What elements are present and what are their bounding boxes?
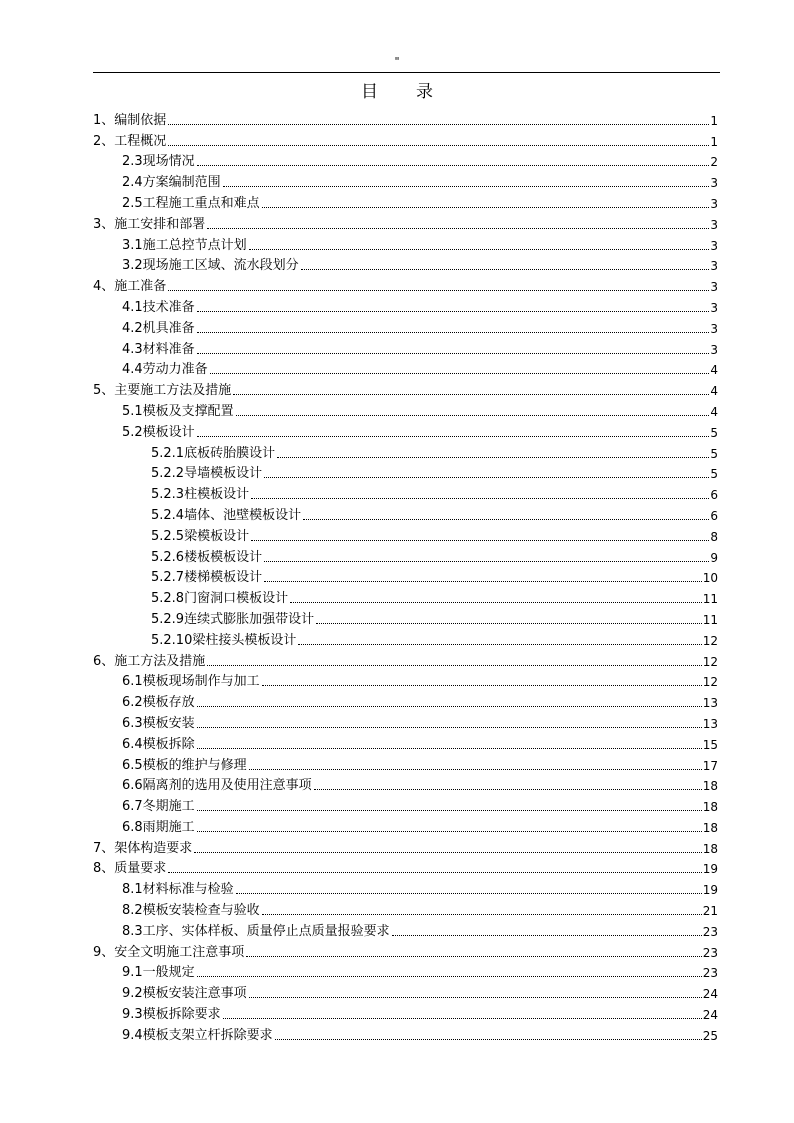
toc-entry[interactable] [93,919,718,940]
toc-entry[interactable] [93,774,718,795]
toc-entry-page-number: 24 [702,987,718,1002]
toc-entry-title: 6.3模板安装 [122,715,195,731]
toc-entry-title: 4.4劳动力准备 [122,362,208,378]
toc-entry-title: 4、施工准备 [93,279,167,295]
toc-entry[interactable] [93,607,718,628]
toc-entry-title: 5、主要施工方法及措施 [93,383,232,399]
toc-entry[interactable] [93,732,718,753]
toc-entry-page-number: 23 [702,966,718,981]
toc-entry-page-number: 6 [710,488,718,503]
toc-leader-dots [197,810,702,811]
toc-entry[interactable] [93,566,718,587]
toc-entry[interactable] [93,524,718,545]
toc-entry-title: 9.2模板安装注意事项 [122,986,247,1002]
toc-entry-page-number: 9 [710,550,718,565]
toc-entry[interactable] [93,150,718,171]
toc-entry-title: 5.2模板设计 [122,424,195,440]
toc-leader-dots [249,249,710,250]
toc-entry-page-number: 19 [702,883,718,898]
toc-entry-title: 2.3现场情况 [122,154,195,170]
header-rule [93,72,720,73]
toc-entry-title: 6.5模板的维护与修理 [122,757,247,773]
toc-entry[interactable] [93,191,718,212]
toc-entry-title: 3、施工安排和部署 [93,216,206,232]
toc-entry-title: 6.2模板存放 [122,695,195,711]
toc-entry[interactable] [93,316,718,337]
toc-entry[interactable] [93,170,718,191]
toc-leader-dots [262,207,710,208]
toc-entry-page-number: 13 [702,716,718,731]
toc-leader-dots [194,852,701,853]
toc-entry[interactable] [93,441,718,462]
toc-entry[interactable] [93,1023,718,1044]
toc-leader-dots [301,269,710,270]
toc-entry-title: 5.2.3柱模板设计 [151,487,250,503]
toc-entry-page-number: 4 [710,384,718,399]
toc-entry-page-number: 3 [710,321,718,336]
toc-entry-title: 9.3模板拆除要求 [122,1007,221,1023]
toc-leader-dots [197,748,702,749]
toc-entry-title: 5.2.6楼板模板设计 [151,549,263,565]
table-of-contents [93,108,718,1044]
toc-entry-page-number: 4 [710,363,718,378]
toc-entry-title: 9.4模板支架立杆拆除要求 [122,1027,273,1043]
toc-entry-title: 3.2现场施工区域、流水段划分 [122,258,299,274]
toc-entry-title: 6.1模板现场制作与加工 [122,674,260,690]
toc-entry-page-number: 4 [710,404,718,419]
toc-entry[interactable] [93,1002,718,1023]
toc-leader-dots [246,956,701,957]
toc-entry-title: 3.1施工总控节点计划 [122,237,247,253]
toc-entry-title: 8.1材料标准与检验 [122,882,234,898]
toc-entry-page-number: 5 [710,446,718,461]
toc-entry-title: 4.1技术准备 [122,299,195,315]
toc-entry[interactable] [93,586,718,607]
toc-leader-dots [223,186,710,187]
toc-leader-dots [197,976,702,977]
toc-entry-page-number: 18 [702,820,718,835]
toc-entry-page-number: 11 [702,612,718,627]
toc-entry[interactable] [93,961,718,982]
toc-entry[interactable] [93,815,718,836]
toc-entry-page-number: 17 [702,758,718,773]
toc-entry[interactable] [93,129,718,150]
toc-entry-page-number: 15 [702,737,718,752]
toc-leader-dots [290,602,702,603]
toc-leader-dots [207,665,701,666]
toc-entry[interactable] [93,857,718,878]
toc-entry-page-number: 19 [702,862,718,877]
toc-leader-dots [277,457,709,458]
toc-leader-dots [316,623,702,624]
toc-entry-page-number: 3 [710,259,718,274]
toc-leader-dots [264,581,702,582]
toc-entry[interactable] [93,503,718,524]
toc-entry-page-number: 10 [702,571,718,586]
toc-leader-dots [303,519,709,520]
header-mark: " [394,55,400,68]
toc-entry-page-number: 18 [702,779,718,794]
toc-entry-page-number: 18 [702,800,718,815]
toc-entry-title: 5.2.4墙体、池壁模板设计 [151,507,302,523]
toc-leader-dots [264,477,709,478]
toc-entry-title: 5.2.9连续式膨胀加强带设计 [151,611,315,627]
toc-entry[interactable] [93,378,718,399]
toc-leader-dots [236,415,710,416]
toc-entry-page-number: 13 [702,696,718,711]
toc-entry-page-number: 23 [702,945,718,960]
toc-entry-page-number: 3 [710,176,718,191]
toc-entry-title: 1、编制依据 [93,112,167,128]
toc-leader-dots [197,436,710,437]
toc-leader-dots [197,353,710,354]
toc-entry-page-number: 3 [710,217,718,232]
toc-entry[interactable] [93,690,718,711]
toc-leader-dots [262,685,702,686]
toc-entry[interactable] [93,254,718,275]
toc-entry-title: 9.1一般规定 [122,965,195,981]
toc-entry-title: 7、架体构造要求 [93,840,193,856]
toc-entry[interactable] [93,670,718,691]
toc-entry[interactable] [93,794,718,815]
toc-entry[interactable] [93,462,718,483]
toc-entry-title: 6、施工方法及措施 [93,653,206,669]
toc-leader-dots [197,311,710,312]
toc-entry-title: 8.3工序、实体样板、质量停止点质量报验要求 [122,923,390,939]
toc-entry[interactable] [93,711,718,732]
toc-entry-title: 9、安全文明施工注意事项 [93,944,245,960]
toc-entry-page-number: 23 [702,924,718,939]
toc-leader-dots [197,706,702,707]
toc-entry[interactable] [93,295,718,316]
toc-entry-page-number: 24 [702,1008,718,1023]
toc-entry-title: 5.2.5梁模板设计 [151,528,250,544]
toc-entry-title: 6.6隔离剂的选用及使用注意事项 [122,778,312,794]
toc-entry-page-number: 6 [710,508,718,523]
toc-entry-page-number: 12 [702,654,718,669]
toc-entry[interactable] [93,877,718,898]
toc-entry-title: 5.2.1底板砖胎膜设计 [151,445,276,461]
toc-entry-page-number: 3 [710,238,718,253]
toc-entry-page-number: 1 [710,113,718,128]
toc-leader-dots [168,290,709,291]
toc-entry[interactable] [93,753,718,774]
toc-leader-dots [207,228,709,229]
toc-entry-page-number: 25 [702,1028,718,1043]
toc-leader-dots [197,831,702,832]
page-title: 目录 [361,82,471,102]
toc-entry-title: 5.2.10梁柱接头模板设计 [151,632,297,648]
toc-entry-title: 2.4方案编制范围 [122,175,221,191]
toc-leader-dots [168,124,709,125]
toc-entry[interactable] [93,482,718,503]
toc-entry[interactable] [93,420,718,441]
toc-entry[interactable] [93,337,718,358]
toc-entry-page-number: 18 [702,841,718,856]
toc-entry-page-number: 11 [702,592,718,607]
toc-entry-title: 5.1模板及支撑配置 [122,403,234,419]
toc-entry-title: 6.7冬期施工 [122,799,195,815]
toc-leader-dots [262,914,702,915]
toc-entry-page-number: 3 [710,342,718,357]
toc-leader-dots [168,145,709,146]
toc-entry-title: 4.2机具准备 [122,320,195,336]
toc-entry[interactable] [93,836,718,857]
toc-entry-title: 5.2.2导墙模板设计 [151,466,263,482]
toc-entry[interactable] [93,898,718,919]
toc-entry[interactable] [93,628,718,649]
toc-entry[interactable] [93,358,718,379]
toc-entry-page-number: 2 [710,155,718,170]
toc-entry[interactable] [93,940,718,961]
toc-entry-title: 5.2.7楼梯模板设计 [151,570,263,586]
toc-entry-title: 8、质量要求 [93,861,167,877]
toc-entry[interactable] [93,274,718,295]
toc-leader-dots [251,498,709,499]
toc-entry-page-number: 12 [702,633,718,648]
toc-entry-page-number: 5 [710,425,718,440]
toc-entry-page-number: 5 [710,467,718,482]
toc-entry-title: 2、工程概况 [93,133,167,149]
toc-leader-dots [197,332,710,333]
toc-entry[interactable] [93,399,718,420]
toc-entry-title: 6.8雨期施工 [122,819,195,835]
toc-leader-dots [233,394,709,395]
toc-entry[interactable] [93,233,718,254]
toc-entry-page-number: 3 [710,300,718,315]
toc-entry-title: 4.3材料准备 [122,341,195,357]
toc-leader-dots [275,1039,702,1040]
toc-entry-title: 8.2模板安装检查与验收 [122,903,260,919]
toc-leader-dots [314,789,702,790]
toc-leader-dots [210,373,710,374]
toc-leader-dots [392,935,702,936]
toc-entry-page-number: 21 [702,904,718,919]
toc-entry-title: 5.2.8门窗洞口模板设计 [151,591,289,607]
toc-entry[interactable] [93,212,718,233]
toc-entry[interactable] [93,649,718,670]
toc-entry-page-number: 12 [702,675,718,690]
toc-entry-page-number: 1 [710,134,718,149]
toc-leader-dots [197,165,710,166]
toc-entry[interactable] [93,545,718,566]
toc-leader-dots [236,893,702,894]
toc-leader-dots [249,997,702,998]
toc-entry-page-number: 8 [710,529,718,544]
toc-entry-title: 6.4模板拆除 [122,736,195,752]
toc-entry[interactable] [93,108,718,129]
toc-entry-page-number: 3 [710,280,718,295]
toc-leader-dots [168,872,701,873]
toc-entry-title: 2.5工程施工重点和难点 [122,195,260,211]
toc-entry-page-number: 3 [710,196,718,211]
toc-leader-dots [298,644,701,645]
toc-leader-dots [264,561,709,562]
toc-leader-dots [251,540,709,541]
toc-leader-dots [249,769,702,770]
toc-leader-dots [197,727,702,728]
toc-entry[interactable] [93,981,718,1002]
toc-leader-dots [223,1018,702,1019]
